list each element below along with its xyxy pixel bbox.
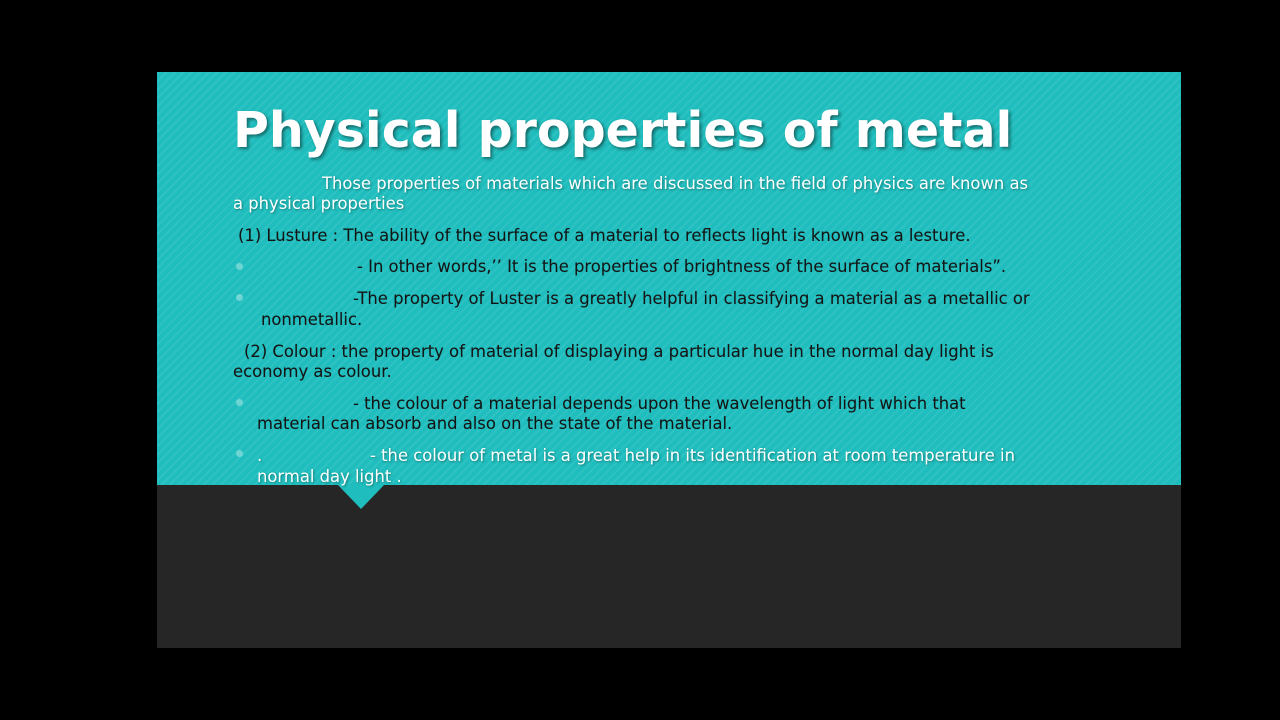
lusture-point-2-line-2: nonmetallic. (261, 310, 363, 329)
colour-heading-line-2: economy as colour. (233, 362, 392, 381)
bullet-marker (236, 399, 243, 406)
band-pointer (337, 484, 385, 509)
colour-point-1-line-1: - the colour of a material depends upon the wavelength of light which that (353, 394, 966, 413)
lusture-heading: (1) Lusture : The ability of the surface of a material to reflects light is known as a lesture. (238, 226, 971, 245)
colour-point-2-line-1: - the colour of metal is a great help in its identification at room temperature in (370, 446, 1015, 465)
colour-point-2-line-2: normal day light . (257, 467, 402, 486)
bullet-marker (236, 450, 243, 457)
lusture-point-2-line-1: -The property of Luster is a greatly helpful in classifying a material as a metallic or (353, 289, 1030, 308)
colour-heading-line-1: (2) Colour : the property of material of displaying a particular hue in the normal day light is (244, 342, 994, 361)
colour-point-2-marker: . (257, 446, 263, 465)
bullet-marker (236, 294, 243, 301)
bullet-marker (236, 263, 243, 270)
slide-title: Physical properties of metal (233, 102, 1013, 159)
slide (157, 72, 1181, 648)
intro-line-2: a physical properties (233, 194, 405, 213)
intro-line-1: Those properties of materials which are discussed in the field of physics are known as (322, 174, 1029, 193)
lusture-point-1: - In other words,’’ It is the properties of brightness of the surface of materials”. (357, 257, 1007, 276)
colour-point-1-line-2: material can absorb and also on the state of the material. (257, 414, 733, 433)
